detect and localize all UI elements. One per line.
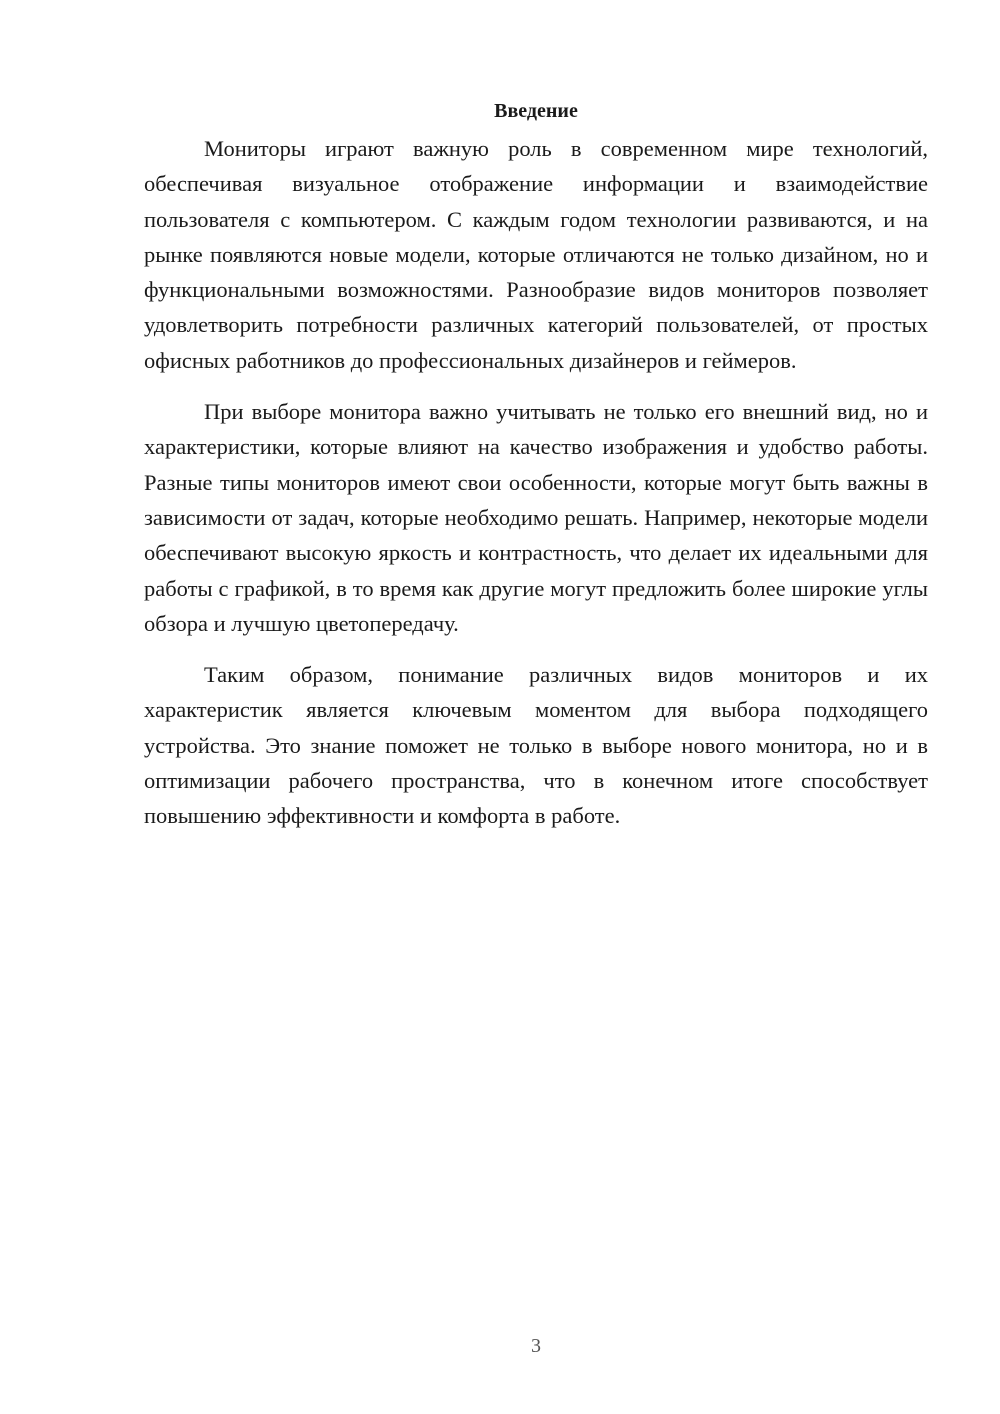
paragraph-2: При выборе монитора важно учитывать не только его внешний вид, но и характеристики, которые влияют на качество изображения и удобство работы. Разные типы мониторов имеют свои особенности, которые могут быть важны в зависимости от задач, которые необходимо решать. Например, некоторые модели обеспечивают высокую яркость и контрастность, что делает их идеальными для работы с графикой, в то время как другие могут предложить более широкие углы обзора и лучшую цветопередачу.: [144, 399, 928, 636]
paragraph-1: Мониторы играют важную роль в современном мире технологий, обеспечивая визуальное отображение информации и взаимодействие пользователя с компьютером. С каждым годом технологии развиваются, и на рынке появляются новые модели, которые отличаются не только дизайном, но и функциональными возможностями. Разнообразие видов мониторов позволяет удовлетворить потребности различных категорий пользователей, от простых офисных работников до профессиональных дизайнеров и геймеров.: [144, 136, 928, 373]
paragraph-3: Таким образом, понимание различных видов мониторов и их характеристик является ключевым моментом для выбора подходящего устройства. Это знание поможет не только в выборе нового монитора, но и в оптимизации рабочего пространства, что в конечном итоге способствует повышению эффективности и комфорта в работе.: [144, 662, 928, 829]
page-content: [144, 97, 928, 850]
section-title: Введение: [494, 100, 578, 122]
page-number: 3: [531, 1335, 541, 1357]
